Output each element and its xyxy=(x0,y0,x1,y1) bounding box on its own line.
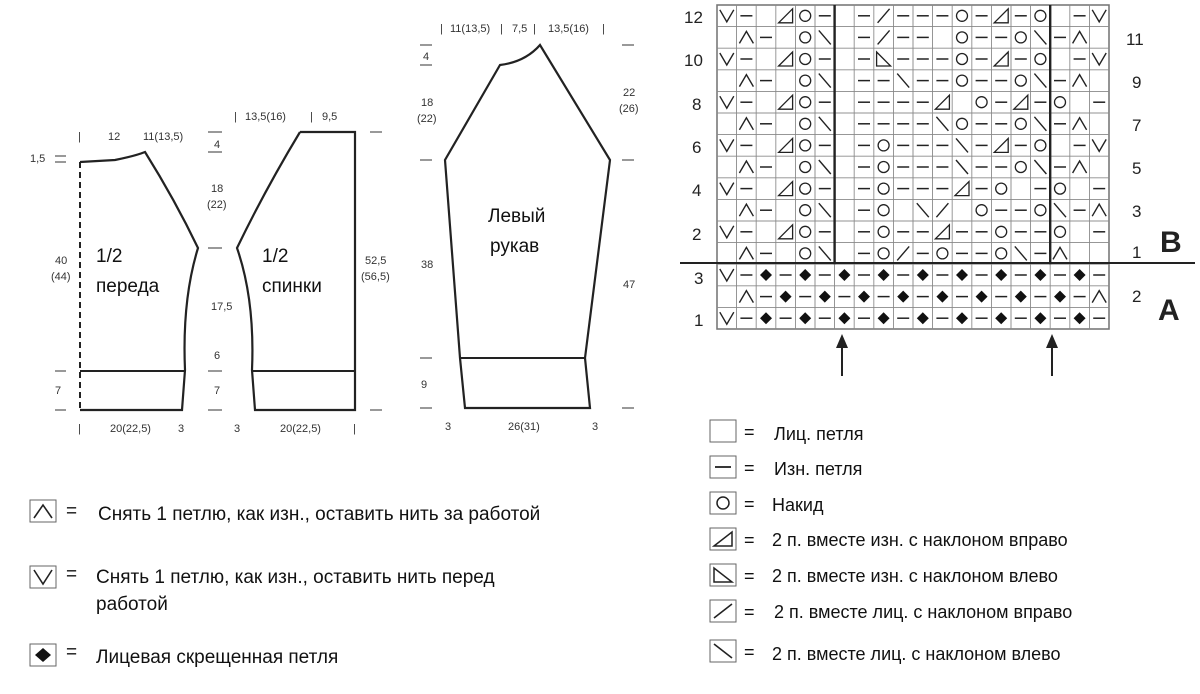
sleeve-dim-cap-small: 4 xyxy=(423,51,430,63)
center-dim-band: 7 xyxy=(214,385,221,397)
p2tog-left-icon xyxy=(710,564,736,586)
svg-text:=: = xyxy=(744,566,755,586)
center-dim-armhole: 17,5 xyxy=(211,301,233,313)
sleeve-dim-cap-right: 22 xyxy=(623,87,636,99)
front-dim-height-alt: (44) xyxy=(51,271,71,283)
center-dimensions xyxy=(207,132,232,410)
front-dim-bottom-side: 3 xyxy=(178,423,185,435)
sleeve-dim-cap-left-alt: (22) xyxy=(417,113,437,125)
sleeve-dim-length-right: 47 xyxy=(623,279,636,291)
front-piece xyxy=(30,131,198,435)
row-num-5: 5 xyxy=(1132,159,1142,178)
section-b-label: B xyxy=(1160,226,1182,259)
legend-right-text-7: 2 п. вместе лиц. с наклоном влево xyxy=(772,644,1061,664)
svg-text:=: = xyxy=(66,564,78,585)
svg-text:|: | xyxy=(310,111,313,123)
row-num-4: 4 xyxy=(692,181,702,200)
sleeve-label-1: Левый xyxy=(488,206,546,227)
back-piece xyxy=(234,111,390,435)
back-dim-bottom-side: 3 xyxy=(234,423,241,435)
row-num-a2: 2 xyxy=(1132,287,1142,306)
back-dim-top-right: 9,5 xyxy=(322,111,338,123)
svg-text:|: | xyxy=(440,23,443,35)
legend-right xyxy=(710,420,1072,664)
svg-text:|: | xyxy=(500,23,503,35)
knit-stitch-icon xyxy=(710,420,736,442)
svg-text:|: | xyxy=(353,423,356,435)
sleeve-dim-bottom-width: 26(31) xyxy=(508,421,540,433)
row-num-9: 9 xyxy=(1132,73,1142,92)
svg-text:|: | xyxy=(602,23,605,35)
legend-right-text-5: 2 п. вместе изн. с наклоном влево xyxy=(772,566,1058,586)
front-dim-height: 40 xyxy=(55,255,68,267)
slip-purlwise-yarn-front-icon xyxy=(30,566,56,588)
row-num-2: 2 xyxy=(692,225,702,244)
svg-text:=: = xyxy=(744,458,755,478)
legend-right-text-2: Изн. петля xyxy=(774,459,863,479)
sleeve-dim-bottom-side-r: 3 xyxy=(592,421,599,433)
back-dim-top-left: 13,5(16) xyxy=(245,111,286,123)
svg-text:=: = xyxy=(744,530,755,550)
svg-text:=: = xyxy=(744,494,755,514)
row-num-11: 11 xyxy=(1126,30,1144,49)
row-num-a3: 3 xyxy=(694,269,704,288)
section-a-label: A xyxy=(1158,294,1180,327)
svg-text:|: | xyxy=(234,111,237,123)
back-dim-height-alt: (56,5) xyxy=(361,271,390,283)
legend-right-text-6: 2 п. вместе лиц. с наклоном вправо xyxy=(774,602,1073,622)
row-num-7: 7 xyxy=(1132,116,1142,135)
sleeve-dim-cuff: 9 xyxy=(421,379,428,391)
yarn-over-icon xyxy=(710,492,736,514)
front-label-1: 1/2 xyxy=(96,246,123,267)
legend-left-text-1: Снять 1 петлю, как изн., оставить нить за работой xyxy=(98,504,541,525)
p2tog-right-icon xyxy=(710,528,736,550)
front-dim-shoulder: 1,5 xyxy=(30,153,46,165)
back-dim-height: 52,5 xyxy=(365,255,387,267)
purl-stitch-icon xyxy=(710,456,736,478)
legend-right-text-1: Лиц. петля xyxy=(774,424,864,444)
sleeve-dim-bottom-side-l: 3 xyxy=(445,421,452,433)
sleeve-dim-cap-right-alt: (26) xyxy=(619,103,639,115)
row-num-6: 6 xyxy=(692,138,702,157)
svg-text:|: | xyxy=(78,423,81,435)
slip-purlwise-yarn-back-icon xyxy=(30,500,56,522)
legend-left-text-2b: работой xyxy=(96,594,168,615)
front-dim-bottom-width: 20(22,5) xyxy=(110,423,151,435)
sleeve-label-2: рукав xyxy=(490,236,540,257)
row-num-b1: 1 xyxy=(1132,243,1142,262)
legend-left-text-3: Лицевая скрещенная петля xyxy=(96,647,339,668)
sleeve-piece xyxy=(417,23,639,433)
center-dim-18: 18 xyxy=(211,183,224,195)
legend-left xyxy=(30,500,540,668)
back-dim-bottom-width: 20(22,5) xyxy=(280,423,321,435)
sleeve-dim-top-left: 11(13,5) xyxy=(450,23,491,35)
row-num-a1: 1 xyxy=(694,311,704,330)
legend-right-text-3: Накид xyxy=(772,495,824,515)
repeat-arrow-right xyxy=(1046,334,1058,376)
front-dim-top-left: 12 xyxy=(108,131,121,143)
repeat-arrow-left xyxy=(836,334,848,376)
svg-text:=: = xyxy=(66,501,78,522)
sleeve-dim-top-right: 13,5(16) xyxy=(548,23,589,35)
sleeve-dim-length-left: 38 xyxy=(421,259,434,271)
sleeve-dim-cap-left: 18 xyxy=(421,97,434,109)
k2tog-left-icon xyxy=(710,640,736,662)
stitch-chart xyxy=(717,5,1109,329)
k2tog-right-icon xyxy=(710,600,736,622)
center-dim-neck: 4 xyxy=(214,139,221,151)
front-label-2: переда xyxy=(96,276,160,297)
svg-text:|: | xyxy=(533,23,536,35)
svg-text:=: = xyxy=(744,642,755,662)
front-dim-band: 7 xyxy=(55,385,62,397)
row-num-12: 12 xyxy=(684,8,703,27)
front-dim-top-right: 11(13,5) xyxy=(143,131,184,143)
svg-text:=: = xyxy=(744,602,755,622)
center-dim-band-upper: 6 xyxy=(214,350,221,362)
center-dim-18-alt: (22) xyxy=(207,199,227,211)
legend-left-text-2: Снять 1 петлю, как изн., оставить нить перед xyxy=(96,567,495,588)
legend-right-text-4: 2 п. вместе изн. с наклоном вправо xyxy=(772,530,1068,550)
knit-twisted-icon xyxy=(30,644,56,666)
row-num-8: 8 xyxy=(692,95,702,114)
back-outline xyxy=(237,132,355,410)
sleeve-dim-top-mid: 7,5 xyxy=(512,23,528,35)
back-label-2: спинки xyxy=(262,276,322,297)
svg-text:=: = xyxy=(744,422,755,442)
front-dim-tick: | xyxy=(78,131,81,143)
row-num-10: 10 xyxy=(684,51,703,70)
svg-text:=: = xyxy=(66,642,78,663)
row-num-3: 3 xyxy=(1132,202,1142,221)
back-label-1: 1/2 xyxy=(262,246,289,267)
